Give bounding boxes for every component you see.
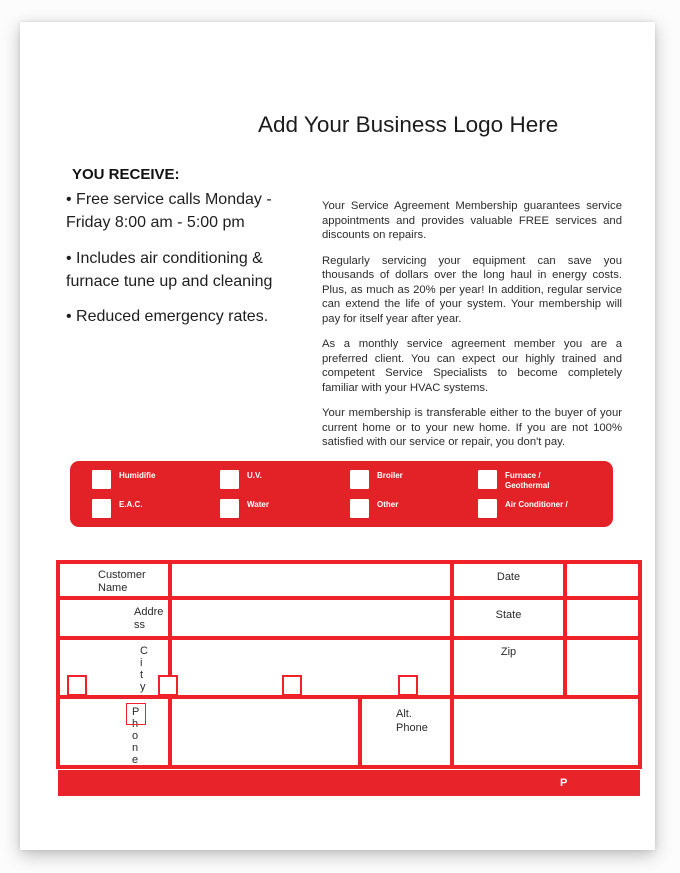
address-input-cell[interactable] [170, 598, 452, 638]
phone-label-cell [58, 697, 170, 767]
checkbox-air-conditioner[interactable] [478, 499, 497, 518]
checkbox-label: U.V. [247, 471, 262, 480]
checkbox-label: E.A.C. [119, 500, 143, 509]
alt-phone-label: Alt. Phone [396, 708, 428, 734]
address-label-cell [58, 598, 170, 638]
state-label: State [495, 609, 522, 621]
date-label-cell [452, 562, 565, 598]
checkbox-label: Humidifie [119, 471, 156, 480]
checkbox-label: Broiler [377, 471, 403, 480]
benefit-item-2: • Includes air conditioning & furnace tune up and cleaning [66, 250, 273, 290]
alt-phone-label-cell [360, 697, 452, 767]
checkbox-label: Water [247, 500, 269, 509]
date-label: Date [496, 571, 521, 583]
checkbox-other[interactable] [350, 499, 369, 518]
document-page [20, 22, 655, 850]
logo-placeholder-title: Add Your Business Logo Here [258, 112, 559, 137]
checkbox-water[interactable] [220, 499, 239, 518]
membership-info-column [322, 199, 622, 461]
customer-form-table [58, 562, 640, 767]
customer-name-input-cell[interactable] [170, 562, 452, 598]
benefits-heading: YOU RECEIVE: [72, 166, 180, 183]
checkbox-eac[interactable] [92, 499, 111, 518]
checkbox-uv[interactable] [220, 470, 239, 489]
address-label: Addre ss [134, 606, 164, 631]
city-label: C i t y [140, 645, 148, 693]
equipment-checklist-banner [70, 461, 613, 527]
phone-input-cell[interactable] [170, 697, 360, 767]
checkbox-furnace-geothermal[interactable] [478, 470, 497, 489]
mini-checkbox-3[interactable] [282, 675, 302, 696]
checkbox-label: Other [377, 500, 399, 509]
footer-bar [58, 770, 640, 796]
membership-paragraph-4: Your membership is transferable either to the buyer of your current home or to your new home. If you are not 100% satisfied with our service or repair, you don't pay. [322, 407, 622, 448]
checkbox-label: Air Conditioner / [505, 500, 568, 509]
membership-paragraph-3: As a monthly service agreement member you are a preferred client. You can expect our highly trained and competent Service Specialists to become completely familiar with your HVAC systems. [322, 338, 622, 394]
date-input-cell[interactable] [565, 562, 640, 598]
phone-label: P h o n e [132, 706, 140, 766]
phone-checkbox[interactable] [126, 703, 146, 725]
customer-name-label-cell [58, 562, 170, 598]
benefit-item-1: • Free service calls Monday - Friday 8:00 am - 5:00 pm [66, 191, 272, 231]
mini-checkbox-2[interactable] [158, 675, 178, 696]
footer-bar-label: P [560, 777, 568, 789]
alt-phone-input-cell[interactable] [452, 697, 640, 767]
zip-label-cell [452, 638, 565, 697]
state-input-cell[interactable] [565, 598, 640, 638]
zip-label: Zip [500, 646, 517, 658]
customer-name-label: Customer Name [98, 569, 146, 594]
zip-input-cell[interactable] [565, 638, 640, 697]
benefit-item-3: • Reduced emergency rates. [66, 308, 269, 325]
mini-checkbox-1[interactable] [67, 675, 87, 696]
checkbox-humidifier[interactable] [92, 470, 111, 489]
membership-paragraph-1: Your Service Agreement Membership guarantees service appointments and provides valuable FREE services and discounts on repairs. [322, 200, 622, 241]
state-label-cell [452, 598, 565, 638]
mini-checkbox-4[interactable] [398, 675, 418, 696]
checkbox-broiler[interactable] [350, 470, 369, 489]
membership-paragraph-2: Regularly servicing your equipment can save you thousands of dollars over the long haul in energy costs. Plus, as much as 20% per year! In addition, regular service can extend the life of your system. Your membership will pay for itself year after year. [322, 254, 622, 325]
checkbox-label: Furnace / Geothermal [505, 471, 550, 490]
